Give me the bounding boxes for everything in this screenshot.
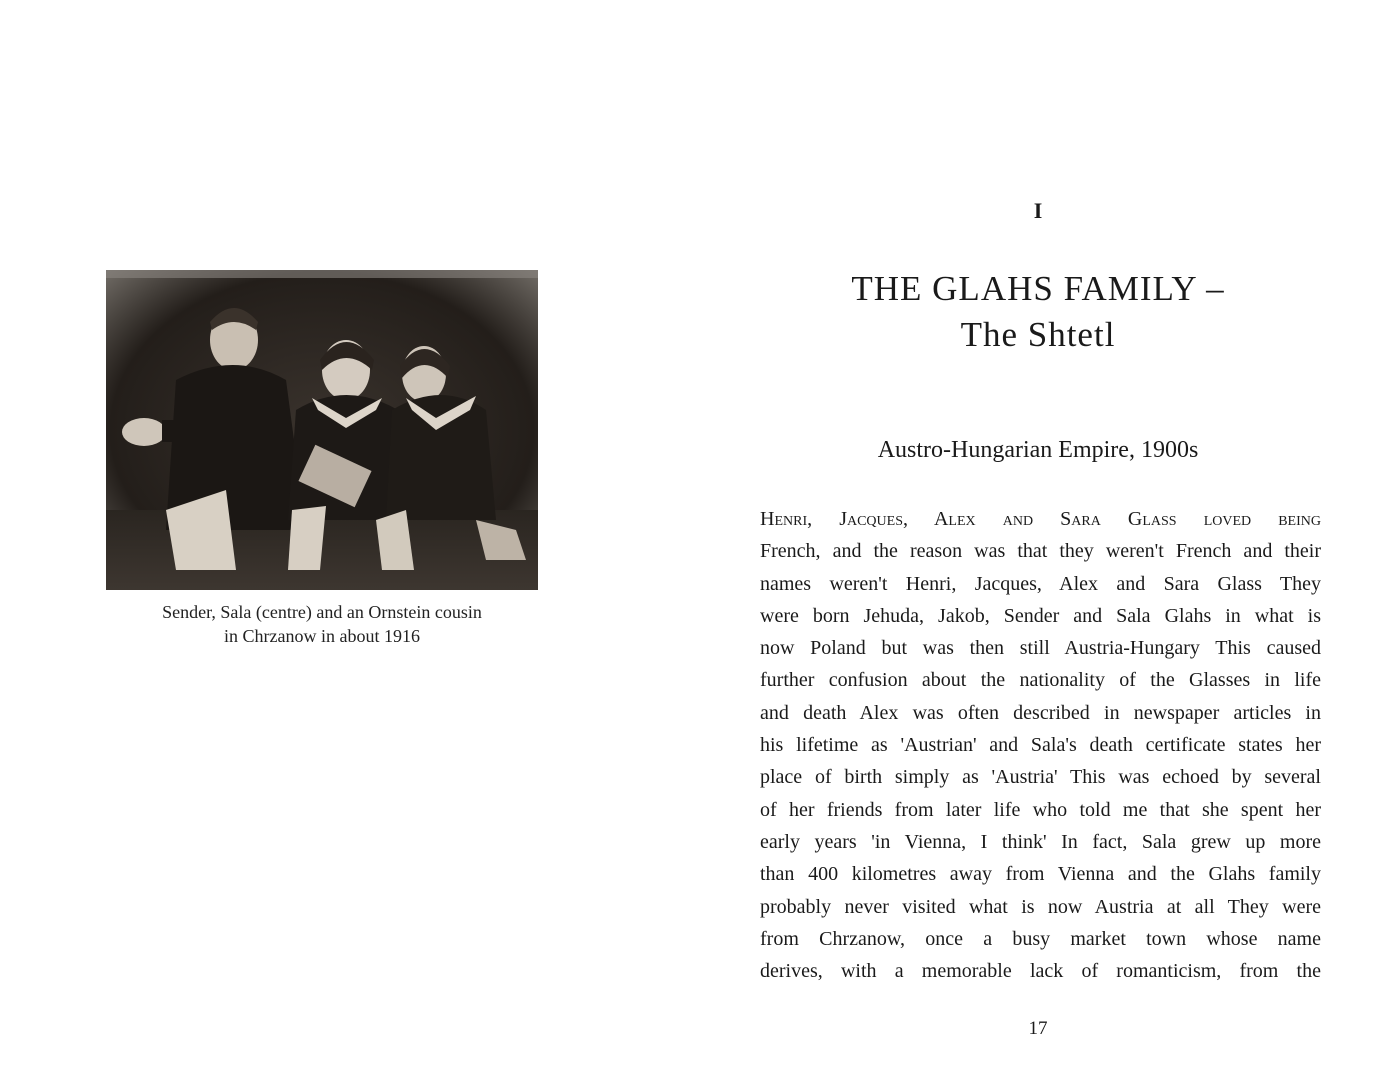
body-line: than 400 kilometres away from Vienna and the Glahs family <box>760 863 1321 886</box>
chapter-title <box>696 266 1380 358</box>
body-line: and death Alex was often described in newspaper articles in <box>760 701 1321 724</box>
page-number: 17 <box>1028 1018 1048 1039</box>
body-line: derives, with a memorable lack of romanticism, from the <box>760 960 1321 983</box>
body-line: Henri, Jacques, Alex and Sara Glass loved being <box>760 508 1321 530</box>
body-text <box>760 503 1321 987</box>
chapter-number: I <box>1033 198 1043 223</box>
body-line: further confusion about the nationality of the Glasses in life <box>760 669 1321 692</box>
body-line: now Poland but was then still Austria-Hungary This caused <box>760 637 1321 660</box>
photograph-image <box>106 270 538 590</box>
body-line: names weren't Henri, Jacques, Alex and Sara Glass They <box>760 572 1321 595</box>
body-line: early years 'in Vienna, I think' In fact, Sala grew up more <box>760 830 1321 853</box>
body-line: of her friends from later life who told me that she spent her <box>760 798 1321 821</box>
body-line: place of birth simply as 'Austria' This was echoed by several <box>760 766 1321 789</box>
chapter-subtitle-line: The Shtetl <box>960 315 1116 354</box>
right-page <box>696 0 1392 1080</box>
caption-line: in Chrzanow in about 1916 <box>224 626 420 646</box>
body-line: from Chrzanow, once a busy market town whose name <box>760 927 1321 950</box>
photograph <box>106 270 538 590</box>
body-line: were born Jehuda, Jakob, Sender and Sala Glahs in what is <box>760 604 1321 627</box>
photo-caption <box>106 600 538 648</box>
section-heading: Austro-Hungarian Empire, 1900s <box>877 437 1199 463</box>
body-line: French, and the reason was that they weren't French and their <box>760 540 1321 563</box>
chapter-title-line: THE GLAHS FAMILY – <box>851 269 1225 308</box>
body-line: probably never visited what is now Austria at all They were <box>760 895 1321 918</box>
caption-line: Sender, Sala (centre) and an Ornstein cousin <box>162 602 482 622</box>
body-line: his lifetime as 'Austrian' and Sala's death certificate states her <box>760 734 1321 757</box>
